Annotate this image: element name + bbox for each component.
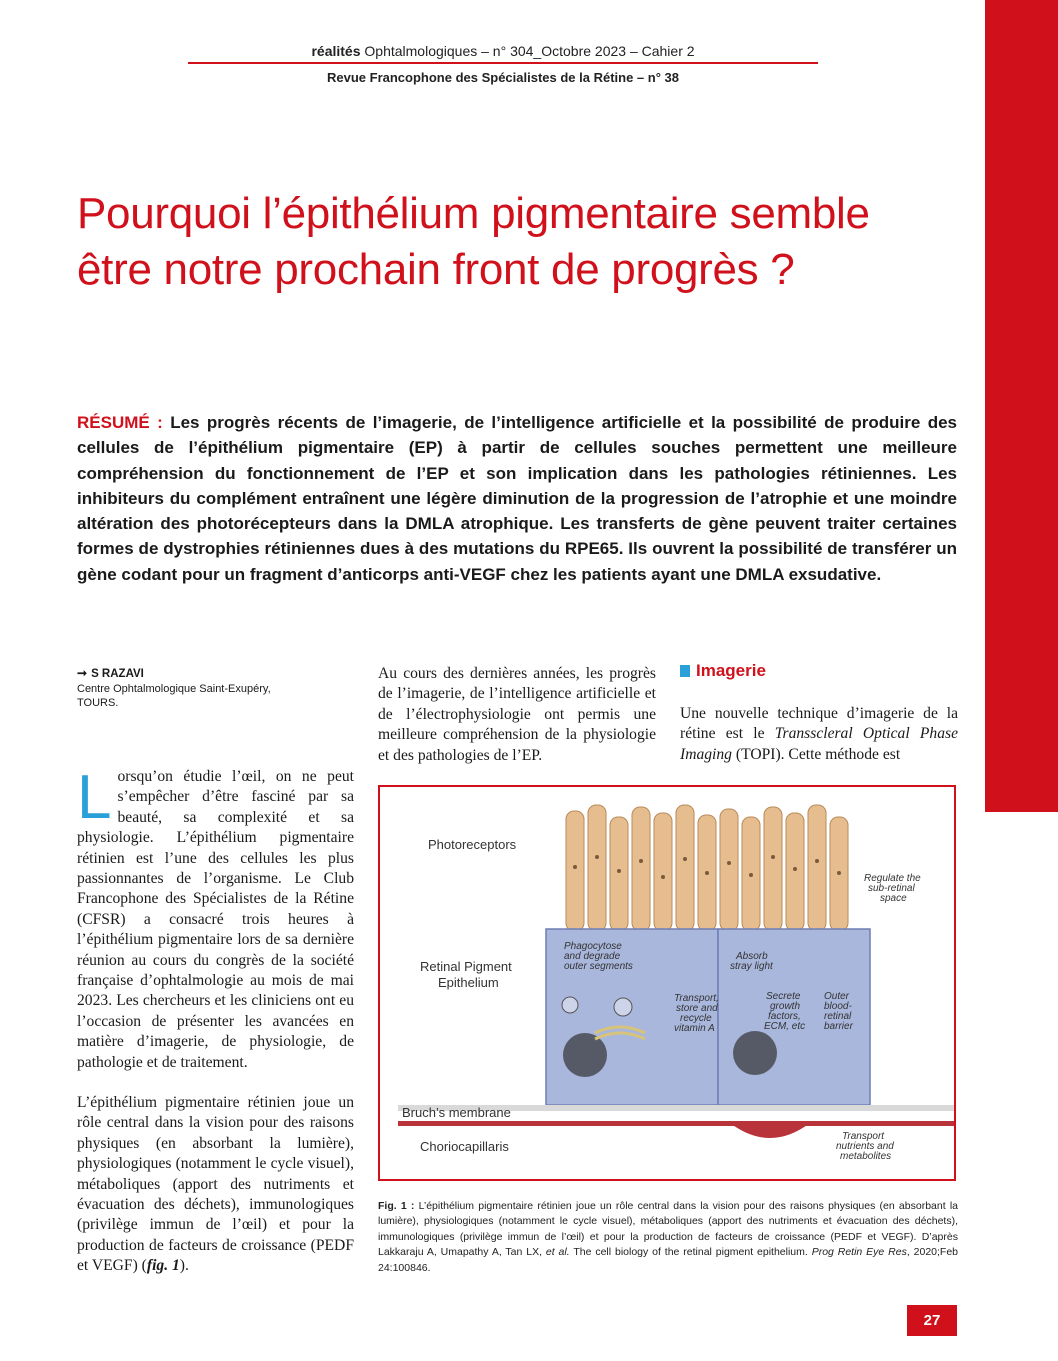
figure-caption <box>378 1199 958 1276</box>
label-photoreceptors: Photoreceptors <box>428 837 517 852</box>
abstract-label: RÉSUMÉ : <box>77 413 163 432</box>
label-nutrients-3: metabolites <box>840 1151 892 1162</box>
journal-issue: Ophtalmologiques – n° 304_Octobre 2023 – Cahier 2 <box>360 43 695 59</box>
label-regulate-3: space <box>880 893 907 904</box>
arrow-right-icon: ➞ <box>77 666 88 680</box>
label-bruch: Bruch’s membrane <box>402 1105 511 1120</box>
affiliation-line: Centre Ophtalmologique Saint-Exupéry, <box>77 683 271 695</box>
abstract-text: Les progrès récents de l’imagerie, de l’intelligence artificielle et la possibilité de produire des cellules de l’épithélium pigmentaire (EP) à partir de cellules souches permettent une meilleure compréhension du fonctionnement de l’EP et son implication dans les pathologies rétiniennes. Les inhibiteurs du complément entraînent une légère diminution de la progression de l’atrophie et une moindre altération des photorécepteurs dans la DMLA atrophique. Les transferts de gène peuvent traiter certaines formes de dystrophies rétiniennes dues à des mutations du RPE65. Ils ouvrent la possibilité de transférer un gène codant pour un fragment d’anticorps anti-VEGF chez les patients ayant une DMLA exsudative. <box>77 413 957 584</box>
caption-etal: et al. <box>545 1246 570 1259</box>
label-regulate-1: Regulate the <box>864 873 921 884</box>
header-rule <box>188 62 818 64</box>
label-transport-3: recycle <box>680 1013 712 1024</box>
body-paragraph-4 <box>680 704 958 765</box>
journal-subtitle: Revue Francophone des Spécialistes de la Rétine – n° 38 <box>327 70 679 85</box>
label-outer-3: retinal <box>824 1011 852 1022</box>
side-accent-bar <box>985 0 1058 812</box>
label-regulate-2: sub-retinal <box>868 883 915 894</box>
page-number: 27 <box>907 1305 957 1336</box>
label-secrete-4: ECM, etc <box>764 1021 806 1032</box>
body-paragraph-3 <box>378 664 656 766</box>
affiliation-city: TOURS. <box>77 697 119 709</box>
abstract <box>77 410 957 587</box>
label-choriocapillaris: Choriocapillaris <box>420 1139 509 1154</box>
paragraph-text: Une nouvelle technique d’imagerie de la rétine est le <box>680 705 958 743</box>
paragraph-text-end: ). <box>179 1257 189 1275</box>
label-absorb-2: stray light <box>730 961 773 972</box>
label-outer-1: Outer <box>824 991 850 1002</box>
body-paragraph-1 <box>77 763 354 1073</box>
label-transport-4: vitamin A <box>674 1023 715 1034</box>
journal-header <box>188 43 818 59</box>
author-affiliation <box>77 682 337 710</box>
label-transport-1: Transport, <box>674 993 719 1004</box>
label-secrete-2: growth <box>770 1001 801 1012</box>
paragraph-text-end: (TOPI). Cette méthode est <box>731 745 901 763</box>
technique-name: Transscleral Optical Phase Imaging <box>680 725 958 763</box>
label-phago-2: and degrade <box>564 951 621 962</box>
label-secrete-1: Secrete <box>766 991 801 1002</box>
paragraph-text: L’épithélium pigmentaire rétinien joue un rôle central dans la vision pour des raisons physiques (en absorbant la lumière), physiologiques (notamment le cycle visuel), métaboliques (apport des nutriments et évacuation des déchets), immunologiques (privilège immun de l’œil) et pour la production de facteurs de croissance (PEDF et VEGF) ( <box>77 1094 354 1275</box>
caption-text-3: , 2020;Feb 24:100846. <box>378 1246 959 1274</box>
label-phago-1: Phagocytose <box>564 941 622 952</box>
section-title-text: Imagerie <box>696 661 766 680</box>
label-rpe-2: Epithelium <box>438 975 499 990</box>
label-rpe-1: Retinal Pigment <box>420 959 512 974</box>
label-secrete-3: factors, <box>768 1011 801 1022</box>
caption-label: Fig. 1 : <box>378 1200 415 1212</box>
section-title <box>680 661 766 681</box>
caption-journal: Prog Retin Eye Res <box>811 1246 907 1259</box>
drop-cap: L <box>77 763 112 832</box>
section-marker-icon <box>680 665 690 677</box>
label-transport-2: store and <box>676 1003 718 1014</box>
author-name: S RAZAVI <box>91 668 144 680</box>
body-paragraph-2 <box>77 1093 354 1277</box>
label-absorb-1: Absorb <box>736 951 768 962</box>
article-title: Pourquoi l’épithélium pigmentaire semble être notre prochain front de progrès ? <box>77 189 870 294</box>
figure-reference: fig. 1 <box>146 1257 180 1275</box>
label-nutrients-2: nutrients and <box>836 1141 894 1152</box>
paragraph-text: orsqu’on étudie l’œil, on ne peut s’empêcher d’être fasciné par sa beauté, sa complexité et sa physiologie. L’épithélium pigmentaire rétinien est l’une des cellules les plus passionnantes de l’organisme. Le Club Francophone des Spécialistes de la Rétine (CFSR) a consacré trois heures à l’épithélium pigmentaire lors de sa dernière réunion au cours du congrès de la société française d’ophtalmologie au mois de mai 2023. Les chercheurs et les cliniciens ont eu l’occasion de présenter les avancées en matière d’imagerie, de physiologie, de pathologie et de traitement. <box>77 768 354 1071</box>
label-nutrients-1: Transport <box>842 1131 885 1142</box>
author <box>77 666 144 680</box>
figure-1-frame <box>378 785 956 1181</box>
caption-text-2: The cell biology of the retinal pigment epithelium. <box>569 1246 812 1259</box>
journal-brand: réalités <box>311 43 361 59</box>
label-outer-2: blood- <box>824 1001 852 1012</box>
label-phago-3: outer segments <box>564 961 633 972</box>
rpe-diagram <box>380 787 954 1179</box>
caption-text: L’épithélium pigmentaire rétinien joue un rôle central dans la vision pour des raisons physiques (en absorbant la lumière), physiologiques (notamment le cycle visuel), métaboliques (apport des nutriments et évacuation des déchets), immunologiques (privilège immun de l’œil) et pour la production de facteurs de croissance (PEDF et VEGF). D’après Lakkaraju A, Umapathy A, Tan LX, <box>378 1200 958 1259</box>
paragraph-text: Au cours des dernières années, les progrès de l’imagerie, de l’intelligence artificielle et de l’électrophysiologie ont permis une meilleure compréhension de la physiologie et des pathologies de l’EP. <box>378 665 656 764</box>
label-outer-4: barrier <box>824 1021 853 1032</box>
